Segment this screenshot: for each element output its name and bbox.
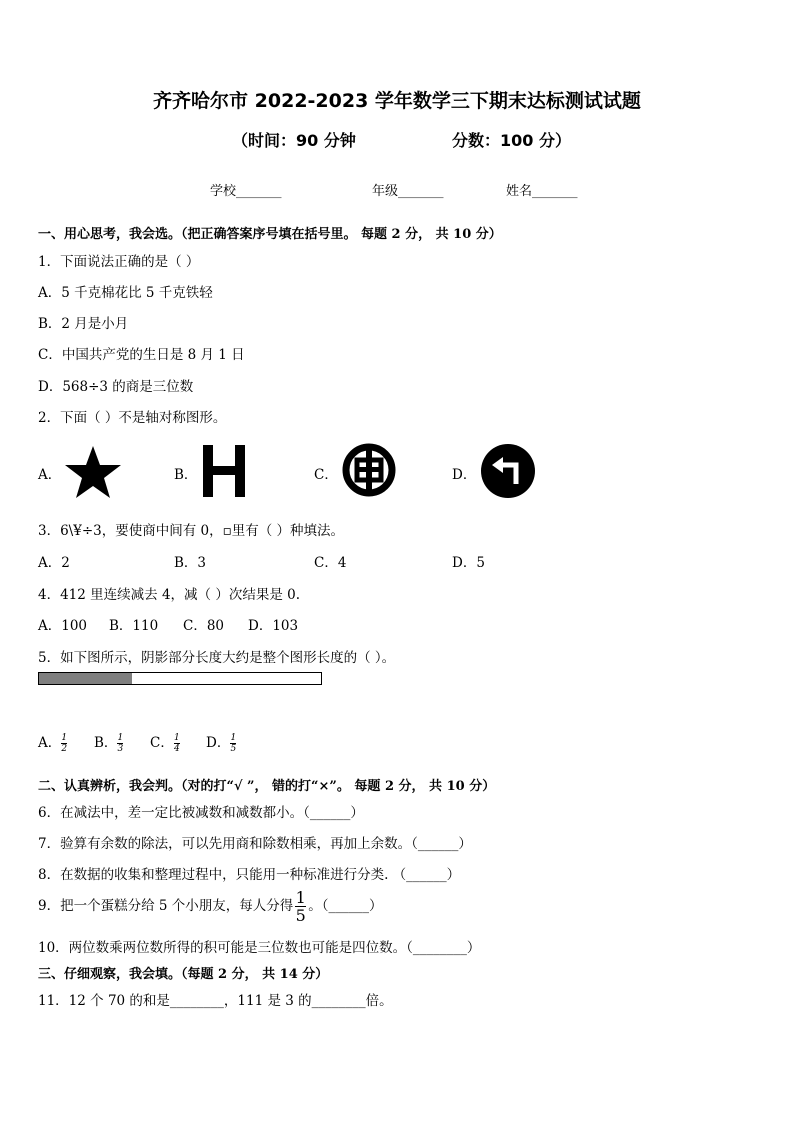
q5-option-c-label: C．	[150, 735, 174, 751]
shaded-segment	[39, 673, 132, 684]
section-3-heading: 三、仔细观察，我会填。（每题 2 分， 共 14 分）	[38, 967, 329, 982]
section-1-heading: 一、用心思考，我会选。（把正确答案序号填在括号里。 每题 2 分， 共 10 分）	[38, 227, 502, 242]
star-icon	[62, 444, 124, 500]
fraction: $\frac{1}{2}$	[61, 733, 68, 754]
q5-option-b[interactable]	[94, 731, 123, 754]
q5-option-a-label: A．	[38, 735, 62, 751]
bank-logo-icon	[342, 443, 396, 497]
question-6[interactable]: 6．在减法中，差一定比被减数和减数都小。（______）	[38, 805, 364, 821]
page-title: 齐齐哈尔市 2022-2023 学年数学三下期末达标测试试题	[153, 90, 641, 112]
q2-option-c[interactable]: C．	[314, 467, 338, 483]
q5-option-a[interactable]	[38, 731, 67, 754]
question-8[interactable]: 8．在数据的收集和整理过程中，只能用一种标准进行分类. （______）	[38, 867, 461, 883]
school-field[interactable]: 学校_______	[210, 184, 282, 199]
q2-option-b[interactable]: B．	[174, 467, 198, 483]
q3-option-a[interactable]: A．2	[38, 555, 70, 571]
q5-option-b-label: B．	[94, 735, 118, 751]
q2-option-d[interactable]: D．	[452, 467, 477, 483]
question-3: 3．6\¥÷3，要使商中间有 0，▫里有（ ）种填法。	[38, 523, 345, 539]
question-10[interactable]: 10．两位数乘两位数所得的积可能是三位数也可能是四位数。（________）	[38, 940, 481, 956]
q5-option-c[interactable]	[150, 731, 180, 754]
q5-option-d[interactable]	[206, 731, 236, 754]
turn-left-sign-icon	[480, 443, 536, 499]
question-2: 2．下面（ ）不是轴对称图形。	[38, 410, 227, 426]
length-bar	[38, 672, 322, 685]
q1-option-c[interactable]: C．中国共产党的生日是 8 月 1 日	[38, 347, 245, 363]
q4-option-d[interactable]: D．103	[248, 618, 299, 634]
q4-option-a[interactable]: A．100	[38, 618, 88, 634]
q9-text: 9．把一个蛋糕分给 5 个小朋友，每人分得	[38, 898, 294, 914]
q3-option-c[interactable]: C．4	[314, 555, 347, 571]
grade-field[interactable]: 年级_______	[372, 184, 444, 199]
question-4: 4．412 里连续减去 4，减（ ）次结果是 0.	[38, 587, 300, 603]
name-field[interactable]: 姓名_______	[506, 184, 578, 199]
q3-option-d[interactable]: D．5	[452, 555, 485, 571]
question-1: 1．下面说法正确的是（ ）	[38, 254, 200, 270]
fraction: $\frac{1}{4}$	[173, 733, 180, 754]
q2-option-a[interactable]: A．	[38, 467, 62, 483]
q4-option-c[interactable]: C．80	[183, 618, 225, 634]
question-7[interactable]: 7．验算有余数的除法，可以先用商和除数相乘，再加上余数。（______）	[38, 836, 472, 852]
q9-blank: 。（______）	[308, 898, 383, 914]
time-label: （时间：90 分钟	[232, 131, 356, 150]
q3-option-b[interactable]: B．3	[174, 555, 207, 571]
question-9[interactable]	[38, 890, 383, 923]
score-label: 分数：100 分）	[452, 131, 571, 150]
fraction: $\frac{1}{5}$	[230, 733, 237, 754]
fraction: $\frac{1}{3}$	[117, 733, 124, 754]
question-5: 5．如下图所示，阴影部分长度大约是整个图形长度的（ ）。	[38, 650, 396, 666]
letter-h-icon	[202, 445, 246, 497]
q1-option-a[interactable]: A．5 千克棉花比 5 千克铁轻	[38, 285, 213, 301]
question-11[interactable]: 11．12 个 70 的和是________，111 是 3 的________倍。	[38, 993, 393, 1009]
q1-option-d[interactable]: D．568÷3 的商是三位数	[38, 379, 194, 395]
q4-option-b[interactable]: B．110	[109, 618, 159, 634]
fraction: $\frac{1}{5}$	[295, 888, 306, 925]
q1-option-b[interactable]: B．2 月是小月	[38, 316, 129, 332]
q5-option-d-label: D．	[206, 735, 231, 751]
section-2-heading: 二、认真辨析，我会判。（对的打“√ ”， 错的打“×”。 每题 2 分， 共 10 分）	[38, 779, 496, 794]
